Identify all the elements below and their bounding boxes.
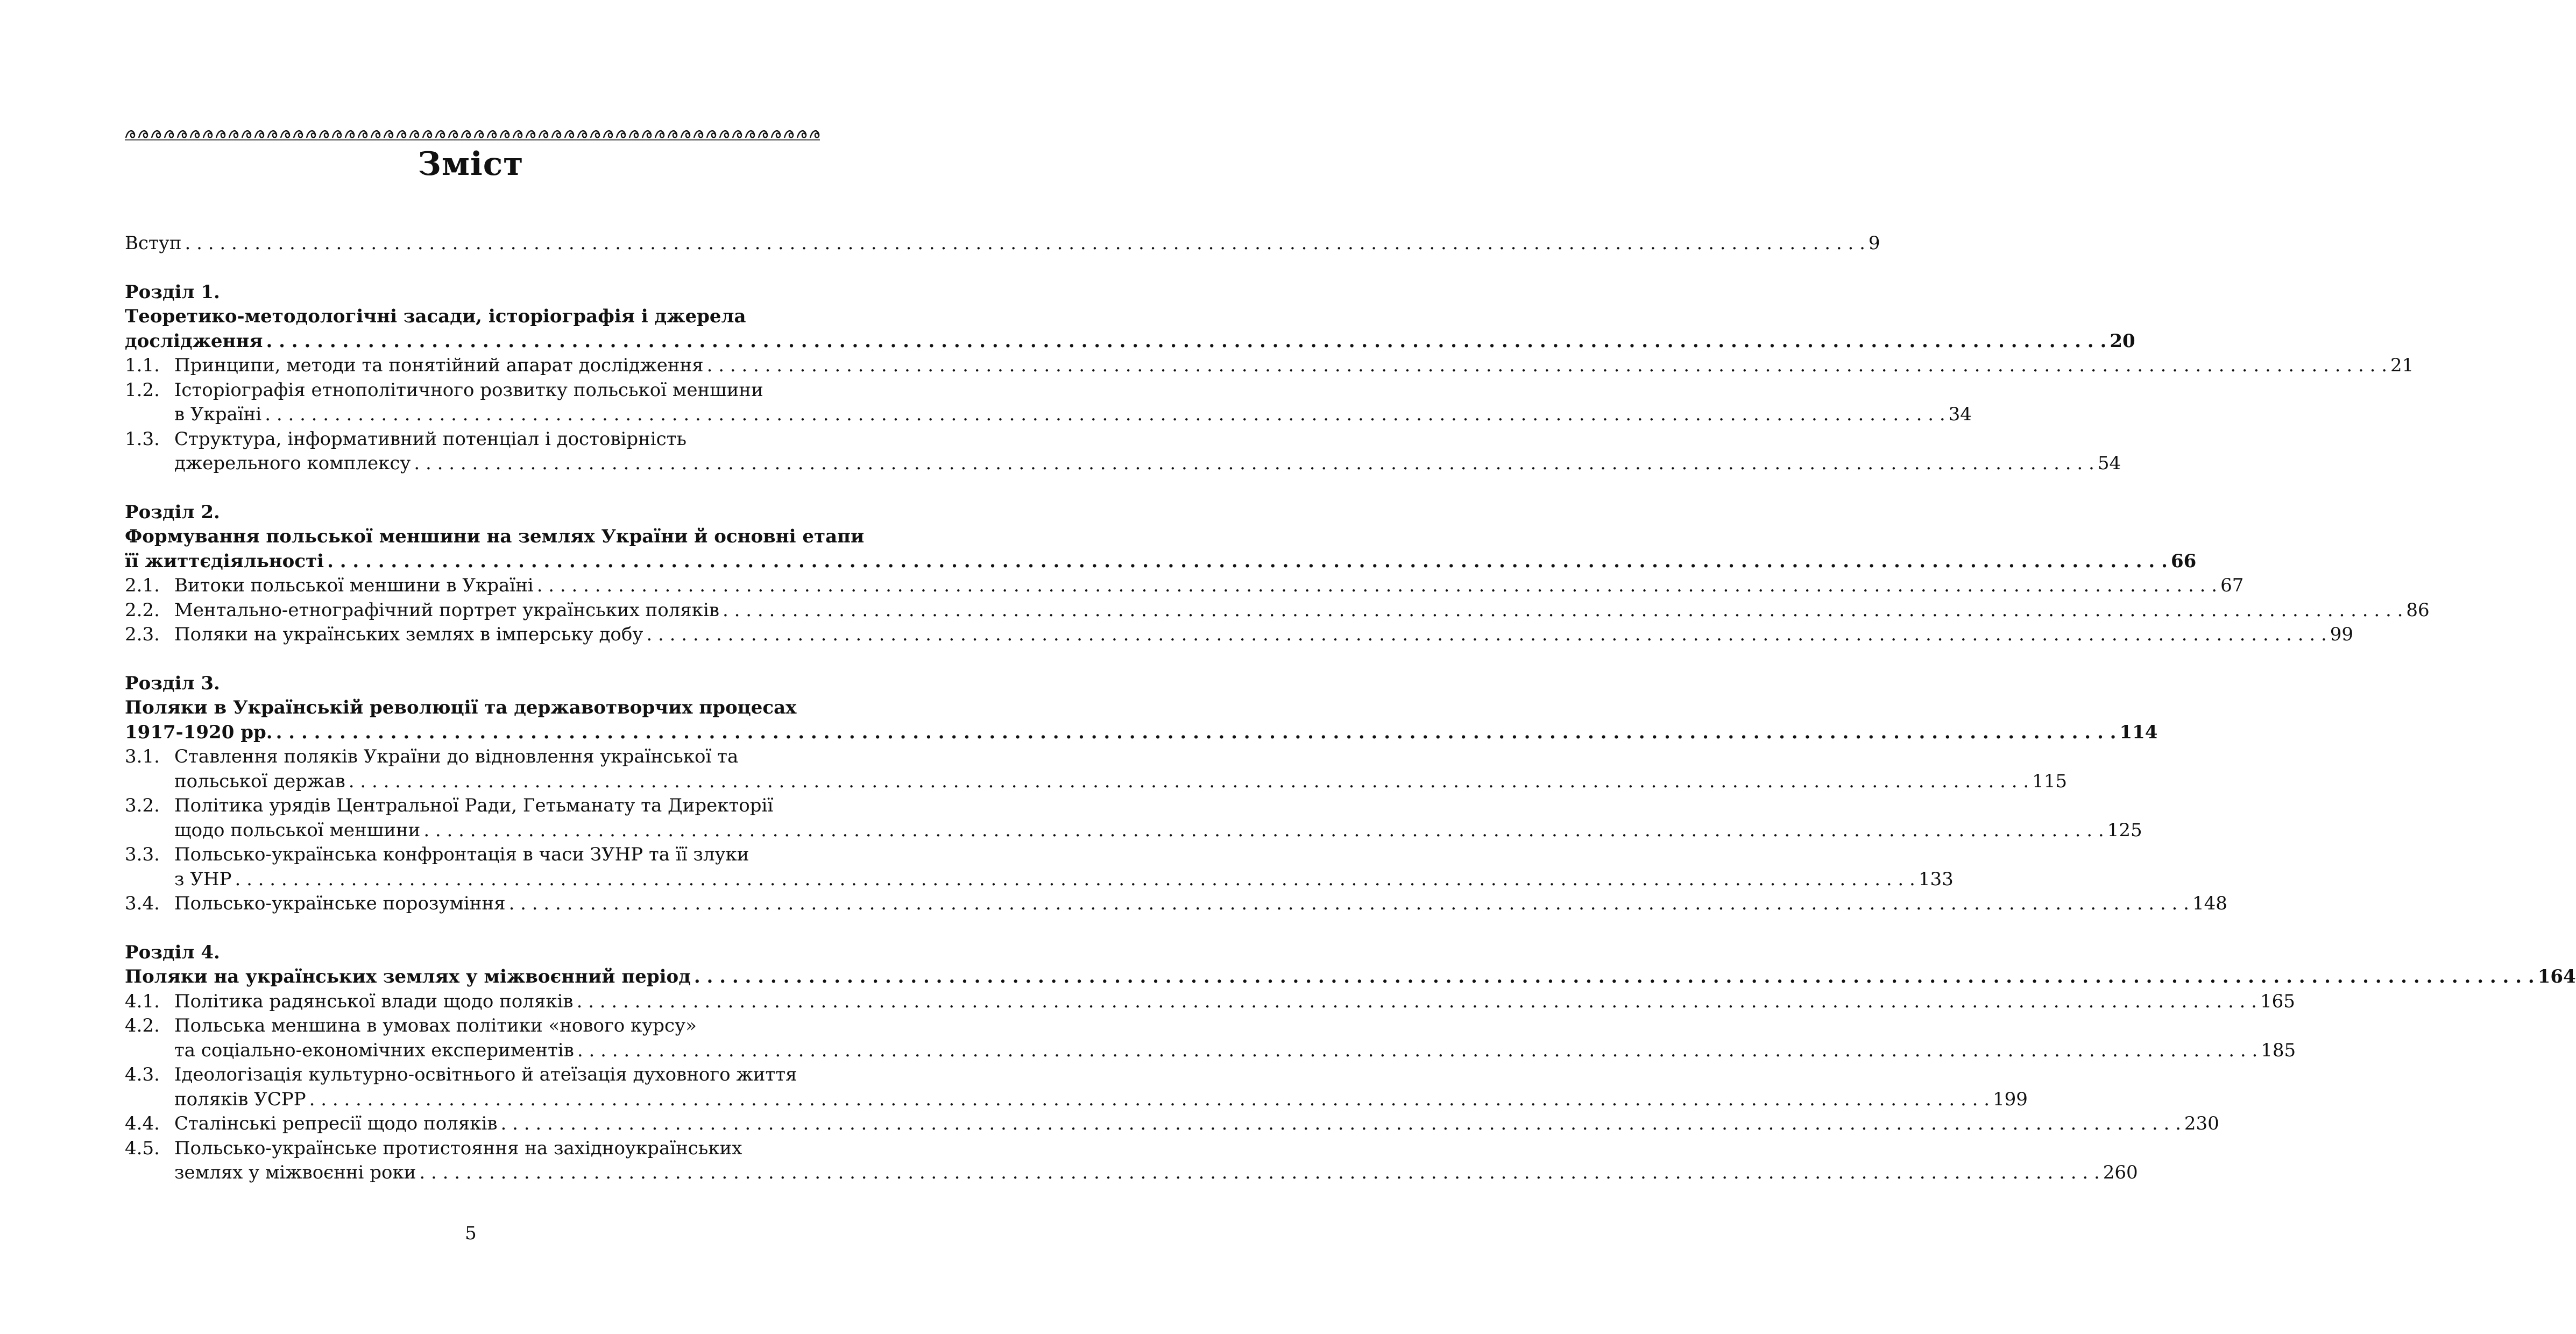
chapter-label: Розділ 4. bbox=[125, 941, 220, 963]
page-ref: 125 bbox=[2107, 819, 2142, 841]
page-ref: 86 bbox=[2406, 599, 2430, 621]
toc-entry-3-3[interactable] bbox=[125, 867, 1954, 892]
chapter-title-line: 1917-1920 рр. bbox=[125, 721, 273, 743]
toc-entry-3-1[interactable] bbox=[125, 770, 2068, 794]
page-ref: 133 bbox=[1918, 868, 1954, 890]
section-title: Ментально-етнографічний портрет українських поляків bbox=[174, 599, 719, 621]
section-title: Польсько-українське протистояння на західноукраїнських bbox=[174, 1137, 742, 1159]
page-ref: 148 bbox=[2192, 893, 2227, 914]
section-number: 4.5. bbox=[125, 1137, 160, 1159]
toc-entry-3-2-line1 bbox=[125, 794, 820, 818]
section-number: 3.1. bbox=[125, 746, 160, 767]
dot-leader bbox=[723, 598, 2403, 623]
page-title: Зміст bbox=[417, 145, 524, 183]
page-number: 5 bbox=[465, 1223, 477, 1244]
toc-entry-chapter-4[interactable] bbox=[125, 965, 2576, 990]
toc-entry-1-3[interactable] bbox=[125, 451, 2121, 476]
toc-entry-2-2[interactable] bbox=[125, 598, 2430, 623]
chapter-title-line: Теоретико-методологічні засади, історіографія і джерела bbox=[125, 306, 746, 327]
section-number: 1.3. bbox=[125, 428, 160, 450]
toc-entry-4-2[interactable] bbox=[125, 1039, 2296, 1063]
dot-leader bbox=[327, 549, 2168, 574]
page-ref: 185 bbox=[2261, 1039, 2296, 1061]
dot-leader bbox=[646, 623, 2326, 647]
entry-title: Вступ bbox=[125, 232, 182, 254]
chapter-title-line: дослідження bbox=[125, 330, 263, 352]
chapter-title-line: Формування польської меншини на землях України й основні етапи bbox=[125, 526, 865, 547]
section-title: Політика урядів Центральної Ради, Гетьманату та Директорії bbox=[174, 795, 774, 816]
page-ref: 230 bbox=[2184, 1113, 2219, 1134]
page-ref: 164 bbox=[2537, 966, 2576, 987]
dot-leader bbox=[694, 965, 2535, 990]
section-number: 4.1. bbox=[125, 990, 160, 1012]
section-title: Політика радянської влади щодо поляків bbox=[174, 990, 574, 1012]
page-ref: 21 bbox=[2390, 355, 2414, 376]
table-of-contents bbox=[125, 231, 2576, 1185]
dot-leader bbox=[577, 990, 2257, 1014]
dot-leader bbox=[414, 451, 2094, 476]
dot-leader bbox=[500, 1112, 2181, 1137]
toc-entry-4-5-line1 bbox=[125, 1137, 820, 1161]
toc-entry-chapter-1[interactable] bbox=[125, 329, 2135, 354]
toc-entry-1-2[interactable] bbox=[125, 403, 1972, 427]
section-title: Витоки польської меншини в Україні bbox=[174, 575, 534, 596]
toc-entry-1-1[interactable] bbox=[125, 354, 2414, 378]
dot-leader bbox=[185, 231, 1865, 256]
toc-entry-3-4[interactable] bbox=[125, 892, 2227, 916]
section-title: Ставлення поляків України до відновлення української та bbox=[174, 746, 739, 767]
toc-entry-4-4[interactable] bbox=[125, 1112, 2219, 1137]
dot-leader bbox=[349, 770, 2029, 794]
dot-leader bbox=[419, 1161, 2099, 1185]
section-number: 3.4. bbox=[125, 893, 160, 914]
toc-entry-4-2-line1 bbox=[125, 1014, 820, 1039]
dot-leader bbox=[423, 818, 2104, 843]
toc-entry-2-1[interactable] bbox=[125, 574, 2244, 598]
toc-entry-1-2-line1 bbox=[125, 378, 820, 403]
section-title: щодо польської меншини bbox=[174, 819, 421, 841]
toc-entry-4-3-line1 bbox=[125, 1063, 820, 1088]
page-ref: 66 bbox=[2170, 550, 2197, 572]
section-title: джерельного комплексу bbox=[174, 453, 411, 474]
chapter-label: Розділ 1. bbox=[125, 281, 220, 303]
section-title: Історіографія етнополітичного розвитку польської меншини bbox=[174, 379, 763, 401]
toc-entry-4-1[interactable] bbox=[125, 990, 2295, 1014]
toc-entry-intro[interactable] bbox=[125, 231, 1880, 256]
toc-entry-3-2[interactable] bbox=[125, 818, 2142, 843]
chapter-title-line: її життєдіяльності bbox=[125, 550, 324, 572]
chapter-title-line: Поляки на українських землях у міжвоєнний період bbox=[125, 966, 691, 987]
dot-leader bbox=[266, 329, 2106, 354]
section-title: та соціально-економічних експериментів bbox=[174, 1039, 574, 1061]
dot-leader bbox=[235, 867, 1915, 892]
chapter-label: Розділ 3. bbox=[125, 672, 220, 694]
page-ref: 9 bbox=[1868, 232, 1880, 254]
toc-entry-2-3[interactable] bbox=[125, 623, 2354, 647]
toc-entry-chapter-2[interactable] bbox=[125, 549, 2197, 574]
dot-leader bbox=[537, 574, 2217, 598]
section-title: землях у міжвоєнні роки bbox=[174, 1162, 416, 1183]
section-number: 4.2. bbox=[125, 1015, 160, 1036]
dot-leader bbox=[577, 1039, 2257, 1063]
dot-leader bbox=[707, 354, 2387, 378]
section-title: Структура, інформативний потенціал і достовірність bbox=[174, 428, 687, 450]
toc-entry-3-3-line1 bbox=[125, 843, 820, 867]
dot-leader bbox=[509, 892, 2189, 916]
section-title: Сталінські репресії щодо поляків bbox=[174, 1113, 498, 1134]
section-number: 2.2. bbox=[125, 599, 160, 621]
section-number: 2.1. bbox=[125, 575, 160, 596]
page-ref: 114 bbox=[2119, 721, 2158, 743]
section-title: Ідеологізація культурно-освітнього й атеїзація духовного життя bbox=[174, 1064, 797, 1085]
page-ref: 199 bbox=[1993, 1088, 2028, 1110]
section-number: 4.4. bbox=[125, 1113, 160, 1134]
page-ref: 54 bbox=[2097, 453, 2121, 474]
section-title: Польсько-українська конфронтація в часи ЗУНР та її злуки bbox=[174, 844, 749, 865]
section-title: з УНР bbox=[174, 868, 232, 890]
toc-entry-4-3[interactable] bbox=[125, 1088, 2028, 1112]
section-title: Польсько-українське порозуміння bbox=[174, 893, 506, 914]
section-number: 3.3. bbox=[125, 844, 160, 865]
chapter-title-line: Поляки в Українській революції та державотворчих процесах bbox=[125, 697, 797, 718]
section-title: Принципи, методи та понятійний апарат дослідження bbox=[174, 355, 704, 376]
dot-leader bbox=[309, 1088, 1990, 1112]
section-title: в Україні bbox=[174, 404, 262, 425]
chapter-label: Розділ 2. bbox=[125, 501, 220, 523]
dot-leader bbox=[265, 403, 1945, 427]
page-ref: 165 bbox=[2260, 990, 2295, 1012]
page-ref: 34 bbox=[1948, 404, 1972, 425]
page-ref: 20 bbox=[2110, 330, 2135, 352]
section-title: польської держав bbox=[174, 770, 345, 792]
page-ref: 260 bbox=[2103, 1162, 2138, 1183]
page-ref: 115 bbox=[2032, 770, 2068, 792]
section-title: Польська меншина в умовах політики «нового курсу» bbox=[174, 1015, 697, 1036]
decorative-border-ornament bbox=[125, 125, 820, 143]
section-number: 1.2. bbox=[125, 379, 160, 401]
section-number: 2.3. bbox=[125, 624, 160, 645]
toc-entry-4-5[interactable] bbox=[125, 1161, 2138, 1185]
toc-entry-1-3-line1 bbox=[125, 427, 820, 452]
section-number: 3.2. bbox=[125, 795, 160, 816]
page-ref: 67 bbox=[2220, 575, 2244, 596]
page-ref: 99 bbox=[2330, 624, 2354, 645]
toc-entry-chapter-3[interactable] bbox=[125, 721, 2158, 745]
dot-leader bbox=[276, 721, 2117, 745]
section-title: Поляки на українських землях в імперську добу bbox=[174, 624, 643, 645]
section-number: 1.1. bbox=[125, 355, 160, 376]
section-title: поляків УСРР bbox=[174, 1088, 306, 1110]
toc-entry-3-1-line1 bbox=[125, 745, 820, 770]
section-number: 4.3. bbox=[125, 1064, 160, 1085]
